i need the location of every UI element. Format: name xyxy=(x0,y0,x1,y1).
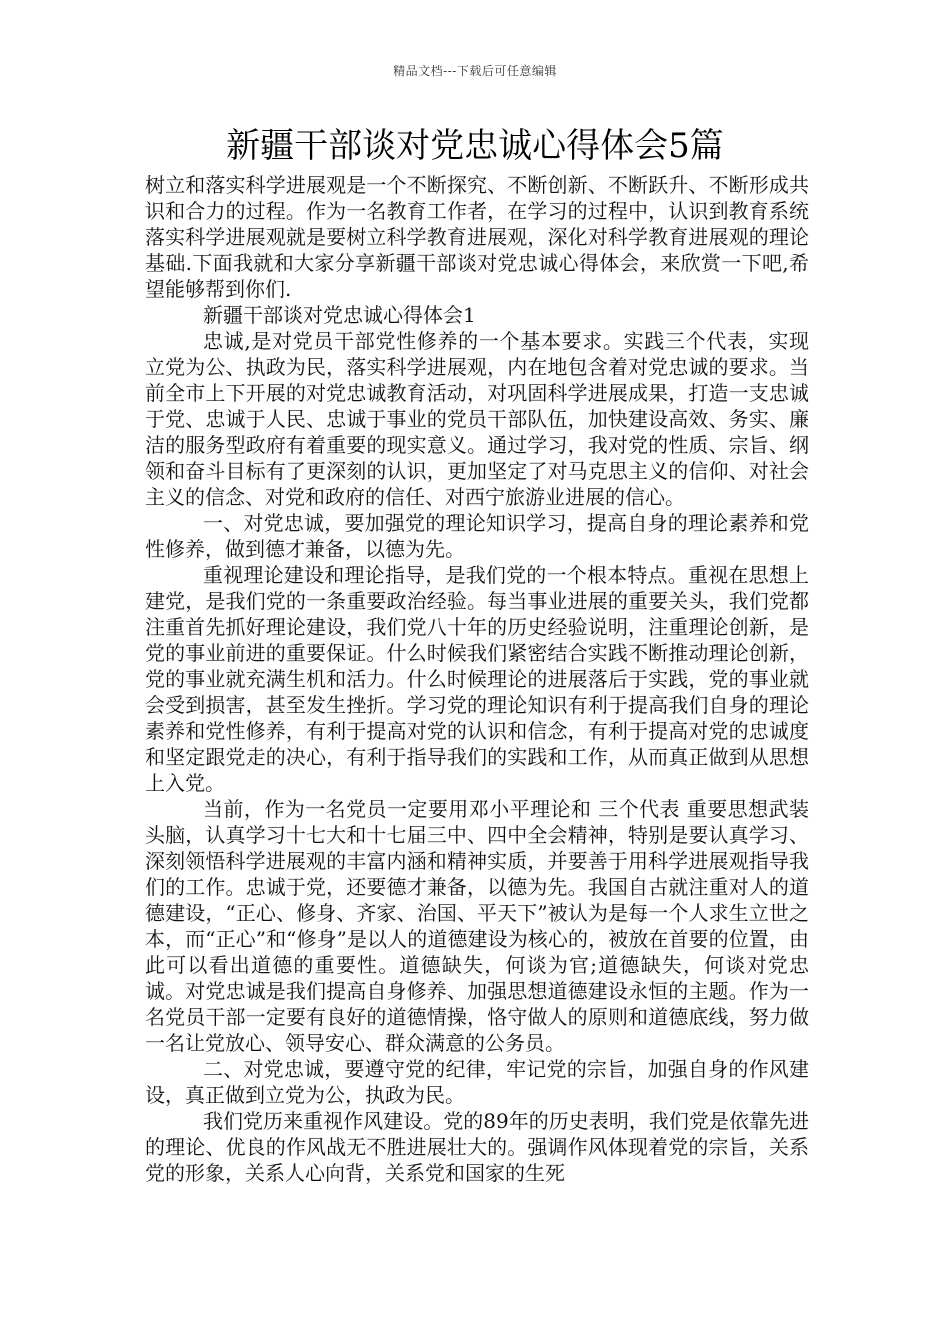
body-paragraph: 一、对党忠诚，要加强党的理论知识学习，提高自身的理论素养和党性修养，做到德才兼备，以德为先。 xyxy=(145,511,809,561)
document-body xyxy=(145,172,809,1186)
body-paragraph: 我们党历来重视作风建设。党的89年的历史表明，我们党是依靠先进的理论、优良的作风战无不胜进展壮大的。强调作风体现着党的宗旨，关系党的形象，关系人心向背，关系党和国家的生死 xyxy=(145,1109,809,1185)
body-paragraph: 二、对党忠诚，要遵守党的纪律，牢记党的宗旨，加强自身的作风建设，真正做到立党为公，执政为民。 xyxy=(145,1057,809,1107)
body-paragraph: 当前，作为一名党员一定要用邓小平理论和 三个代表 重要思想武装头脑，认真学习十七大和十七届三中、四中全会精神，特别是要认真学习、深刻领悟科学进展观的丰富内涵和精神实质，并要善于用科学进展观指导我们的工作。忠诚于党，还要德才兼备，以德为先。我国自古就注重对人的道德建设，“正心、修身、齐家、治国、平天下”被认为是每一个人求生立世之本，而“正心”和“修身”是以人的道德建设为核心的，被放在首要的位置，由此可以看出道德的重要性。道德缺失，何谈为官;道德缺失，何谈对党忠诚。对党忠诚是我们提高自身修养、加强思想道德建设永恒的主题。作为一名党员干部一定要有良好的道德情操，恪守做人的原则和道德底线，努力做一名让党放心、领导安心、群众满意的公务员。 xyxy=(145,797,809,1055)
body-paragraph: 重视理论建设和理论指导，是我们党的一个根本特点。重视在思想上建党，是我们党的一条重要政治经验。每当事业进展的重要关头，我们党都注重首先抓好理论建设，我们党八十年的历史经验说明，注重理论创新，是党的事业前进的重要保证。什么时候我们紧密结合实践不断推动理论创新，党的事业就充满生机和活力。什么时候理论的进展落后于实践，党的事业就会受到损害，甚至发生挫折。学习党的理论知识有利于提高我们自身的理论素养和党性修养，有利于提高对党的认识和信念，有利于提高对党的忠诚度和坚定跟党走的决心，有利于指导我们的实践和工作，从而真正做到从思想上入党。 xyxy=(145,563,809,795)
intro-paragraph: 树立和落实科学进展观是一个不断探究、不断创新、不断跃升、不断形成共识和合力的过程。作为一名教育工作者，在学习的过程中，认识到教育系统落实科学进展观就是要树立科学教育进展观，深化对科学教育进展观的理论基础.下面我就和大家分享新疆干部谈对党忠诚心得体会，来欣赏一下吧,希望能够帮到你们. xyxy=(145,173,809,301)
body-paragraph: 忠诚,是对党员干部党性修养的一个基本要求。实践三个代表，实现立党为公、执政为民，落实科学进展观，内在地包含着对党忠诚的要求。当前全市上下开展的对党忠诚教育活动，对巩固科学进展成果，打造一支忠诚于党、忠诚于人民、忠诚于事业的党员干部队伍，加快建设高效、务实、廉洁的服务型政府有着重要的现实意义。通过学习，我对党的性质、宗旨、纲领和奋斗目标有了更深刻的认识，更加坚定了对马克思主义的信仰、对社会主义的信念、对党和政府的信任、对西宁旅游业进展的信心。 xyxy=(145,329,809,509)
document-title: 新疆干部谈对党忠诚心得体会5篇 xyxy=(226,126,724,166)
header-note: 精品文档---下载后可任意编辑 xyxy=(393,64,557,78)
section-heading: 新疆干部谈对党忠诚心得体会1 xyxy=(203,303,476,327)
